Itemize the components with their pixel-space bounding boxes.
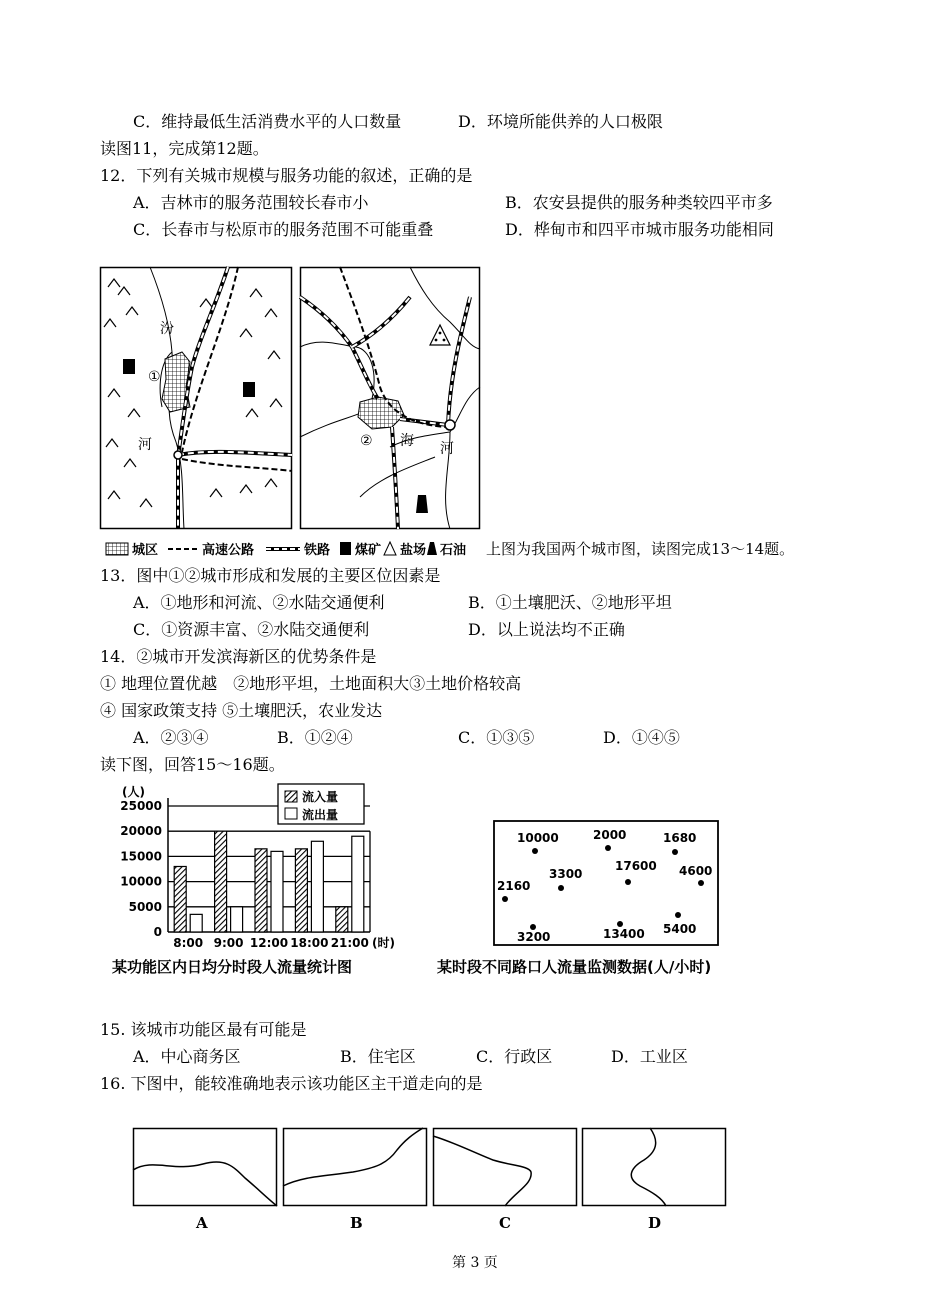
bar-outflow — [271, 851, 283, 932]
river-label: 汾 — [160, 321, 174, 337]
q11-option-d: D．环境所能供养的人口极限 — [458, 112, 663, 131]
flow-value-label: 10000 — [517, 831, 559, 845]
q15-option-d: D．工业区 — [611, 1047, 688, 1066]
svg-text:盐场: 盐场 — [400, 543, 427, 558]
junction-dot — [502, 896, 508, 902]
map-legend — [100, 538, 485, 560]
junction-dot — [698, 880, 704, 886]
road-option-b — [283, 1128, 427, 1206]
junction-dot — [672, 849, 678, 855]
flow-value-label: 17600 — [615, 859, 657, 873]
oil-icon — [416, 495, 428, 513]
road-label-b: B — [350, 1214, 363, 1232]
road-label-c: C — [499, 1214, 511, 1232]
q11-option-c: C．维持最低生活消费水平的人口数量 — [133, 112, 402, 131]
bar-chart-title: 某功能区内日均分时段人流量统计图 — [112, 958, 353, 976]
monitor-map — [493, 820, 803, 946]
map-caption: 上图为我国两个城市图，读图完成13～14题。 — [486, 540, 795, 558]
monitor-title: 某时段不同路口人流量监测数据(人/小时) — [437, 958, 712, 976]
q14-option-b: B．①②④ — [277, 728, 353, 747]
city-map-1 — [100, 267, 292, 529]
flow-bar-chart — [100, 784, 420, 954]
flow-value-label: 1680 — [663, 831, 697, 845]
flow-value-label: 5400 — [663, 922, 697, 936]
legend-label: 流出量 — [302, 808, 339, 822]
bar-inflow — [336, 907, 348, 932]
flow-value-label: 3200 — [517, 930, 551, 944]
bar-outflow — [231, 907, 243, 932]
flow-value-label: 2000 — [593, 828, 627, 842]
y-tick-label: 20000 — [120, 824, 162, 839]
bar-inflow — [215, 831, 227, 932]
flow-value-label: 13400 — [603, 927, 645, 941]
road-option-a — [133, 1128, 277, 1206]
q15-stem: 15. 该城市功能区最有可能是 — [100, 1020, 307, 1039]
junction-dot — [625, 879, 631, 885]
x-tick-label: 9:00 — [213, 936, 244, 950]
bar-outflow — [352, 836, 364, 932]
q12-stem: 12．下列有关城市规模与服务功能的叙述，正确的是 — [100, 166, 473, 185]
city-2-marker: ② — [360, 433, 373, 449]
x-tick-label: 21:00 — [330, 936, 369, 950]
svg-text:煤矿: 煤矿 — [355, 543, 382, 558]
bar-inflow — [174, 866, 186, 932]
y-tick-label: 10000 — [120, 874, 162, 889]
coal-mine-icon — [243, 382, 255, 397]
q13-option-a: A．①地形和河流、②水陆交通便利 — [133, 593, 385, 612]
x-axis-label: (时) — [372, 936, 395, 950]
city-map-2 — [300, 267, 480, 529]
q14-option-c: C．①③⑤ — [458, 728, 535, 747]
legend-label: 流入量 — [302, 790, 339, 804]
q15-option-c: C．行政区 — [476, 1047, 553, 1066]
y-axis-label: (人) — [122, 785, 145, 799]
sea-river-label: 海 — [400, 433, 414, 449]
road-option-d — [582, 1128, 726, 1206]
y-tick-label: 25000 — [120, 799, 162, 813]
bar-inflow — [295, 849, 307, 932]
q13-option-b: B．①土壤肥沃、②地形平坦 — [468, 593, 672, 612]
coal-mine-icon — [123, 359, 135, 374]
junction-dot — [558, 885, 564, 891]
bar-outflow — [190, 914, 202, 932]
junction-dot — [605, 845, 611, 851]
y-tick-label: 15000 — [120, 849, 162, 864]
junction-dot — [675, 912, 681, 918]
x-tick-label: 8:00 — [173, 936, 204, 950]
q14-option-d: D．①④⑤ — [603, 728, 680, 747]
q13-option-c: C．①资源丰富、②水陆交通便利 — [133, 620, 370, 639]
q13-option-d: D．以上说法均不正确 — [468, 620, 625, 639]
svg-text:高速公路: 高速公路 — [202, 543, 255, 558]
flow-value-label: 2160 — [497, 879, 531, 893]
x-tick-label: 12:00 — [249, 936, 289, 950]
road-label-d: D — [648, 1214, 662, 1232]
q14-line2: ④ 国家政策支持 ⑤土壤肥沃，农业发达 — [100, 701, 383, 720]
bar-outflow — [311, 841, 323, 932]
svg-text:石油: 石油 — [440, 543, 467, 558]
page-number: 第 3 页 — [452, 1255, 498, 1271]
bar-inflow — [255, 849, 267, 932]
legend-swatch-inflow — [285, 791, 297, 802]
q12-option-c: C．长春市与松原市的服务范围不可能重叠 — [133, 220, 434, 239]
road-label-a: A — [196, 1214, 208, 1232]
q14-stem: 14．②城市开发滨海新区的优势条件是 — [100, 647, 377, 666]
read-15-16: 读下图，回答15～16题。 — [100, 755, 285, 774]
x-tick-label: 18:00 — [290, 936, 329, 950]
read-fig11: 读图11，完成第12题。 — [100, 139, 269, 158]
q14-line1: ① 地理位置优越 ②地形平坦，土地面积大③土地价格较高 — [100, 674, 522, 693]
flow-value-label: 3300 — [549, 867, 583, 881]
road-option-c — [433, 1128, 577, 1206]
q12-option-b: B．农安县提供的服务种类较四平市多 — [505, 193, 773, 212]
q14-option-a: A．②③④ — [133, 728, 209, 747]
junction-dot — [532, 848, 538, 854]
sea-river-label: 河 — [440, 441, 454, 457]
svg-text:城区: 城区 — [132, 543, 159, 558]
q12-option-a: A．吉林市的服务范围较长春市小 — [133, 193, 369, 212]
q13-stem: 13．图中①②城市形成和发展的主要区位因素是 — [100, 566, 441, 585]
y-tick-label: 5000 — [128, 899, 162, 914]
q15-option-b: B．住宅区 — [340, 1047, 416, 1066]
q15-option-a: A．中心商务区 — [133, 1047, 241, 1066]
city-1-marker: ① — [148, 369, 161, 385]
river-label: 河 — [138, 437, 152, 453]
legend-swatch-outflow — [285, 808, 297, 819]
q12-option-d: D．桦甸市和四平市城市服务功能相同 — [505, 220, 774, 239]
q16-stem: 16. 下图中，能较准确地表示该功能区主干道走向的是 — [100, 1074, 483, 1093]
y-tick-label: 0 — [153, 925, 162, 939]
svg-text:铁路: 铁路 — [304, 543, 331, 558]
flow-value-label: 4600 — [679, 864, 713, 878]
